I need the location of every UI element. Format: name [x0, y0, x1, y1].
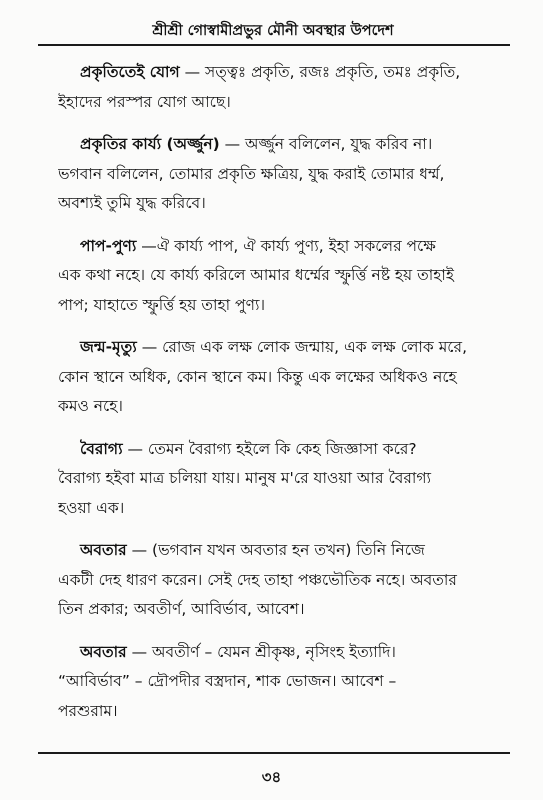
paragraph-incarnation [58, 536, 516, 625]
paragraph-line: —ঐ কার্য্য পাপ, ঐ কার্য্য পুণ্য, ইহা সকলের পক্ষে [136, 236, 436, 255]
paragraph-line: তিন প্রকার; অবতীর্ণ, আবির্ভাব, আবেশ। [58, 600, 305, 618]
paragraph-line: পাপ; যাহাতে স্ফুর্ত্তি হয় তাহা পুণ্য। [58, 295, 265, 314]
paragraph-line: একটী দেহ ধারণ করেন। সেই দেহ তাহা পঞ্চভৌতিক নহে। অবতার [58, 570, 457, 589]
paragraph-line: হওয়া এক। [58, 498, 125, 517]
paragraph-line: পরশুরাম। [58, 701, 118, 720]
paragraph-term: প্রকৃতির কার্য্য (অর্জ্জুন) [80, 135, 220, 153]
paragraph-line: ইহাদের পরস্পর যোগ আছে। [58, 92, 231, 111]
paragraph-line: অবশ্যই তুমি যুদ্ধ করিবে। [58, 194, 206, 212]
paragraph-birth-death [58, 333, 516, 422]
paragraph-line: — রোজ এক লক্ষ লোক জন্মায়, এক লক্ষ লোক মরে, [136, 338, 467, 356]
paragraph-line: — অর্জ্জুন বলিলেন, যুদ্ধ করিব না। [219, 135, 433, 153]
paragraph-line: — সত্ত্বঃ প্রকৃতি, রজঃ প্রকৃতি, তমঃ প্রকৃতি, [179, 63, 461, 81]
paragraph-yoga-in-nature [58, 58, 516, 117]
paragraph-line: — অবতীর্ণ – যেমন শ্রীকৃষ্ণ, নৃসিংহ ইত্যাদি। [126, 642, 396, 661]
page-number: ৩৪ [261, 768, 282, 786]
paragraph-term: অবতার [80, 541, 127, 559]
paragraph-term: জন্ম-মৃত্যু [80, 338, 137, 356]
paragraph-term: পাপ-পুণ্য [80, 236, 137, 255]
header-rule [38, 44, 510, 46]
paragraph-renunciation [58, 435, 516, 524]
paragraph-incarnation-types [58, 638, 516, 727]
paragraph-term: বৈরাগ্য [80, 439, 123, 458]
paragraph-term: প্রকৃতিতেই যোগ [80, 63, 180, 81]
paragraph-sin-virtue [58, 232, 516, 321]
paragraph-line: কোন স্থানে অধিক, কোন স্থানে কম। কিন্তু এক লক্ষের অধিকও নহে [58, 367, 457, 386]
page-body [58, 58, 516, 739]
paragraph-line: বৈরাগ্য হইবা মাত্র চলিয়া যায়। মানুষ ম'রে যাওয়া আর বৈরাগ্য [58, 469, 432, 487]
paragraph-line: — (ভগবান যখন অবতার হন তখন) তিনি নিজে [126, 541, 425, 559]
footer-rule [38, 752, 510, 754]
paragraph-line: এক কথা নহে। যে কার্য্য করিলে আমার ধর্ম্মের স্ফুর্ত্তি নষ্ট হয় তাহাই [58, 266, 454, 284]
paragraph-line: কমও নহে। [58, 397, 123, 415]
paragraph-work-of-nature [58, 130, 516, 219]
running-header: শ্রীশ্রী গোস্বামীপ্রভুর মৌনী অবস্থার উপদেশ [152, 23, 394, 39]
paragraph-line: — তেমন বৈরাগ্য হইলে কি কেহ জিজ্ঞাসা করে? [122, 439, 417, 458]
paragraph-line: “আবির্ভাব” – দ্রৌপদীর বস্ত্রদান, শাক ভোজন। আবেশ – [58, 672, 397, 690]
paragraph-term: অবতার [80, 642, 127, 661]
paragraph-line: ভগবান বলিলেন, তোমার প্রকৃতি ক্ষত্রিয়, যুদ্ধ করাই তোমার ধর্ম্ম, [58, 164, 445, 183]
